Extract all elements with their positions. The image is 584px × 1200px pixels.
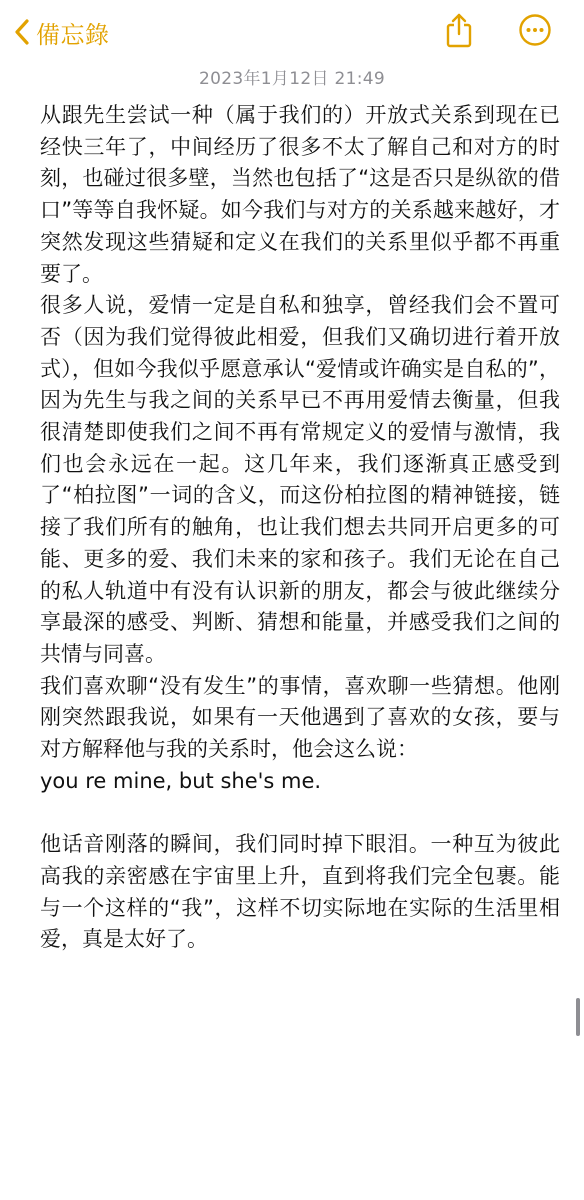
more-icon <box>518 13 552 51</box>
share-icon <box>444 12 474 52</box>
scroll-indicator[interactable] <box>576 998 580 1036</box>
share-button[interactable] <box>440 12 478 52</box>
blank-line <box>40 797 560 829</box>
note-paragraph: 很多人说，爱情一定是自私和独享，曾经我们会不置可否（因为我们觉得彼此相爱，但我们又确切进行着开放式），但如今我似乎愿意承认“爱情或许确实是自私的”，因为先生与我之间的关系早已不再用爱情去衡量，但我很清楚即使我们之间不再有常规定义的爱情与激情，我们也会永远在一起。这几年来，我们逐渐真正感受到了“柏拉图”一词的含义，而这份柏拉图的精神链接，链接了我们所有的触角，也让我们想去共同开启更多的可能、更多的爱、我们未来的家和孩子。我们无论在自己的私人轨道中有没有认识新的朋友，都会与彼此继续分享最深的感受、判断、猜想和能量，并感受我们之间的共情与同喜。 <box>40 293 560 666</box>
note-paragraph: 他话音刚落的瞬间，我们同时掉下眼泪。一种互为彼此高我的亲密感在宇宙里上升，直到将我们完全包裹。能与一个这样的“我”，这样不切实际地在实际的生活里相爱，真是太好了。 <box>40 832 560 952</box>
more-button[interactable] <box>516 12 554 52</box>
navigation-bar <box>0 0 584 62</box>
back-button[interactable] <box>14 12 110 52</box>
note-paragraph-english: you re mine, but she's me. <box>40 768 322 793</box>
note-paragraph: 我们喜欢聊“没有发生”的事情，喜欢聊一些猜想。他刚刚突然跟我说，如果有一天他遇到了喜欢的女孩，要与对方解释他与我的关系时，他会这么说： <box>40 673 560 762</box>
chevron-left-icon <box>14 18 30 46</box>
note-body[interactable] <box>40 100 560 956</box>
note-date: 2023年1月12日 21:49 <box>199 69 385 89</box>
note-paragraph: 从跟先生尝试一种（属于我们的）开放式关系到现在已经快三年了，中间经历了很多不太了解自己和对方的时刻，也碰过很多壁，当然也包括了“这是否只是纵欲的借口”等等自我怀疑。如今我们与对方的关系越来越好，才突然发现这些猜疑和定义在我们的关系里似乎都不再重要了。 <box>40 103 560 286</box>
back-label: 備忘錄 <box>36 20 110 49</box>
